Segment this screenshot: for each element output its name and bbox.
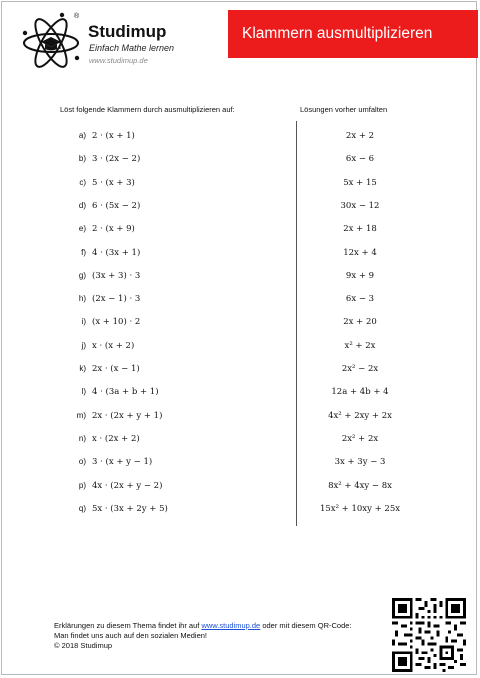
solution-row: 5x + 15 — [343, 177, 377, 188]
task-letter: e) — [78, 224, 86, 234]
task-letter: o) — [78, 457, 86, 467]
solution-row: 3x + 3y − 3 — [334, 457, 386, 468]
task-row — [60, 126, 290, 146]
column-divider — [296, 121, 297, 526]
solution-row: 6x − 6 — [345, 154, 375, 165]
task-expression: 2x · (x − 1) — [92, 364, 140, 374]
copyright: © 2018 Studimup — [54, 641, 113, 650]
task-letter: p) — [78, 480, 86, 490]
task-row — [60, 266, 290, 286]
solution-row: 6x − 3 — [345, 294, 375, 305]
task-expression: 4x · (2x + y − 2) — [92, 480, 163, 491]
footer-text-after-link: oder mit diesem QR-Code: — [260, 621, 352, 630]
task-row — [60, 476, 290, 496]
task-letter: j) — [81, 340, 86, 350]
task-row — [60, 406, 290, 426]
task-row — [60, 243, 290, 263]
brand-name: Studimup — [88, 22, 167, 41]
task-expression: 2 · (x + 9) — [92, 224, 135, 235]
solution-row: 4x² + 2xy + 2x — [328, 410, 392, 421]
task-row — [60, 359, 290, 379]
task-letter: b) — [78, 154, 86, 164]
task-letter: c) — [79, 177, 86, 187]
task-expression: (x + 10) · 2 — [92, 317, 141, 328]
solution-row: x² + 2x — [344, 340, 376, 351]
atom-logo-icon — [22, 10, 84, 72]
task-letter: f) — [81, 247, 86, 257]
task-expression: 3 · (2x − 2) — [92, 154, 141, 165]
task-expression: 5x · (3x + 2y + 5) — [92, 503, 168, 514]
task-row — [60, 149, 290, 169]
task-row — [60, 196, 290, 216]
footer — [54, 621, 352, 651]
website-link[interactable]: www.studimup.de — [201, 621, 261, 630]
task-row — [60, 499, 290, 519]
solution-row: 2x + 18 — [343, 224, 377, 235]
brand-url[interactable]: www.studimup.de — [89, 56, 148, 65]
task-expression: 2 · (x + 1) — [92, 131, 135, 141]
task-expression: 4 · (3a + b + 1) — [92, 387, 159, 398]
qr-code-icon[interactable] — [391, 598, 467, 672]
task-row — [60, 429, 290, 449]
registered-mark: ® — [74, 13, 80, 20]
solution-row: 15x² + 10xy + 25x — [319, 503, 401, 514]
task-expression: x · (2x + 2) — [92, 433, 140, 444]
task-expression: (2x − 1) · 3 — [92, 294, 141, 305]
task-expression: (3x + 3) · 3 — [92, 270, 141, 281]
solution-row: 8x² + 4xy − 8x — [328, 480, 392, 491]
solution-row: 12a + 4b + 4 — [331, 387, 389, 398]
task-expression: x · (x + 2) — [92, 340, 135, 351]
task-expression: 6 · (5x − 2) — [92, 200, 141, 211]
title-banner — [228, 10, 478, 58]
solution-row: 9x + 9 — [345, 270, 375, 281]
task-row — [60, 219, 290, 239]
solution-row: 30x − 12 — [340, 200, 380, 211]
task-letter: n) — [78, 433, 86, 443]
task-expression: 2x · (2x + y + 1) — [92, 410, 163, 421]
tasks-heading: Löst folgende Klammern durch ausmultiplizieren auf: — [60, 105, 235, 114]
solution-row: 2x + 2 — [345, 131, 375, 141]
task-letter: a) — [78, 131, 86, 140]
solution-row: 2x² − 2x — [341, 364, 379, 374]
task-expression: 3 · (x + y − 1) — [92, 457, 153, 468]
solutions-heading: Lösungen vorher umfalten — [300, 105, 388, 114]
task-expression: 5 · (x + 3) — [92, 177, 135, 188]
solution-row: 2x² + 2x — [341, 433, 379, 444]
task-letter: q) — [78, 503, 86, 513]
page-title: Klammern ausmultiplizieren — [242, 25, 433, 42]
task-letter: i) — [81, 317, 86, 327]
task-row — [60, 173, 290, 193]
solution-row: 12x + 4 — [343, 247, 377, 258]
task-row — [60, 312, 290, 332]
task-row — [60, 336, 290, 356]
task-row — [60, 289, 290, 309]
solution-row: 2x + 20 — [343, 317, 377, 328]
task-row — [60, 382, 290, 402]
task-letter: l) — [81, 387, 86, 397]
social-media-note: Man findet uns auch auf den sozialen Medien! — [54, 631, 208, 640]
footer-text-before-link: Erklärungen zu diesem Thema findet ihr auf — [54, 621, 202, 630]
task-letter: d) — [78, 200, 86, 210]
task-letter: k) — [79, 364, 86, 373]
task-row — [60, 452, 290, 472]
task-expression: 4 · (3x + 1) — [92, 247, 141, 258]
brand-tagline: Einfach Mathe lernen — [89, 43, 175, 53]
task-letter: g) — [78, 270, 86, 280]
task-letter: m) — [76, 410, 86, 420]
task-letter: h) — [78, 294, 86, 304]
